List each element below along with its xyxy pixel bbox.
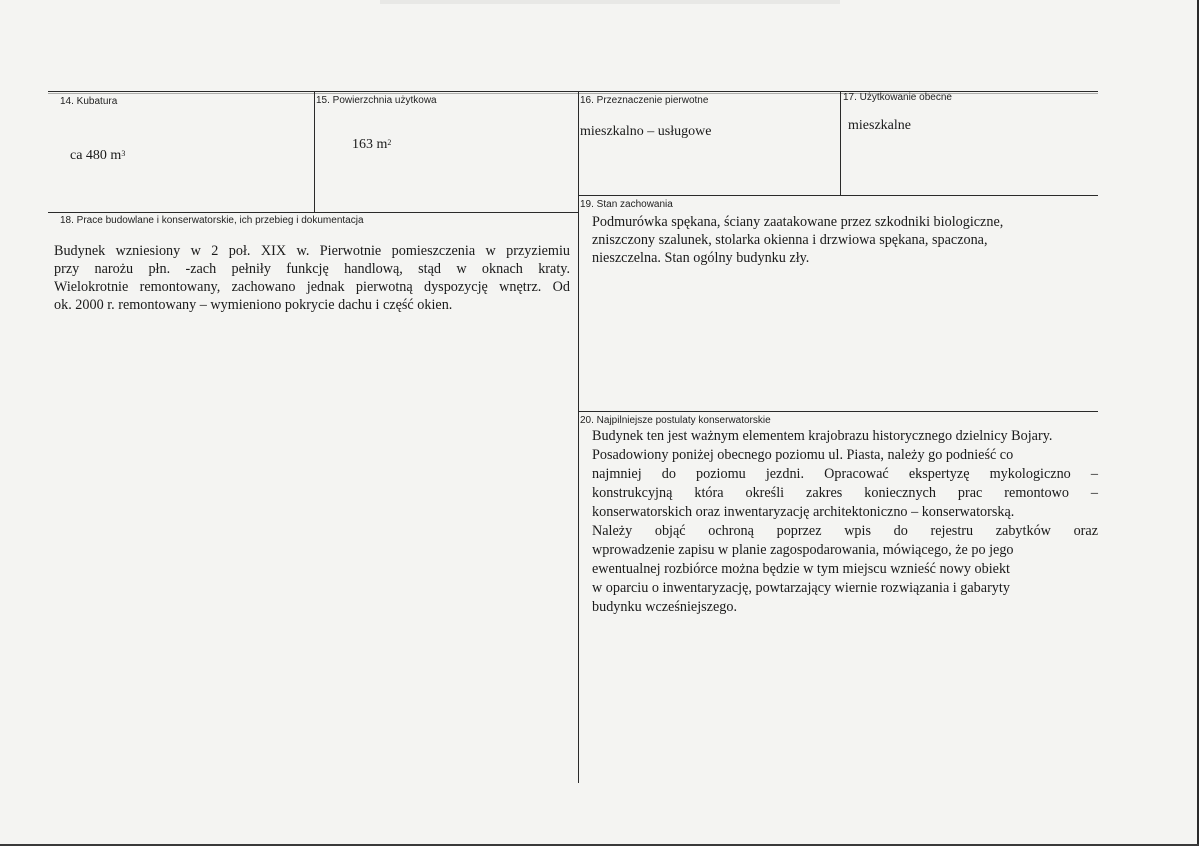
- field-20-line: Posadowiony poniżej obecnego poziomu ul. Piasta, należy go podnieść co: [592, 447, 1014, 463]
- scan-top-mark: [380, 0, 840, 4]
- rule-row3-right: [578, 411, 1098, 412]
- field-19-label: 19. Stan zachowania: [580, 199, 673, 210]
- field-19-line: Podmurówka spękana, ściany zaatakowane przez szkodniki biologiczne,: [592, 214, 1004, 230]
- field-19-text: [592, 213, 1092, 267]
- rule-row1-right: [578, 195, 1098, 196]
- field-20-line: wprowadzenie zapisu w planie zagospodarowania, mówiącego, że po jego: [592, 542, 1014, 558]
- divider-main: [578, 91, 579, 783]
- field-20-line: ewentualnej rozbiórce można będzie w tym miejscu wznieść nowy obiekt: [592, 561, 1010, 577]
- field-15-unit-exponent: 2: [387, 138, 392, 147]
- field-14-value-text: ca 480 m: [70, 148, 122, 163]
- field-19-line: zniszczony szalunek, stolarka okienna i drzwiowa spękana, spaczona,: [592, 232, 988, 248]
- field-20-line: budynku wcześniejszego.: [592, 599, 737, 615]
- field-17-label: 17. Użytkowanie obecne: [843, 92, 952, 103]
- field-19-line: nieszczelna. Stan ogólny budynku zły.: [592, 250, 810, 266]
- field-16-label: 16. Przeznaczenie pierwotne: [580, 95, 709, 106]
- divider-14-15: [314, 91, 315, 212]
- field-18-label: 18. Prace budowlane i konserwatorskie, ich przebieg i dokumentacja: [60, 215, 364, 226]
- field-16-value: mieszkalno – usługowe: [580, 124, 712, 139]
- field-17-value: mieszkalne: [848, 118, 911, 133]
- rule-row1-left: [48, 212, 578, 213]
- field-20-text: [592, 427, 1098, 617]
- field-14-label: 14. Kubatura: [60, 96, 118, 107]
- field-14-value: [70, 148, 125, 164]
- field-20-line: Należy objąć ochroną poprzez wpis do rejestru zabytków oraz: [592, 523, 1098, 539]
- field-20-label: 20. Najpilniejsze postulaty konserwatorskie: [580, 415, 771, 426]
- field-14-unit-exponent: 3: [121, 149, 126, 158]
- divider-16-17: [840, 91, 841, 195]
- field-20-line: najmniej do poziomu jezdni. Opracować ekspertyzę mykologiczno –: [592, 466, 1098, 482]
- field-18-line: Wielokrotnie remontowany, zachowano jednak pierwotną dyspozycję wnętrz. Od: [54, 279, 570, 295]
- field-20-line: konstrukcyjną która określi zakres koniecznych prac remontowo –: [592, 485, 1098, 501]
- field-20-line: konserwatorskich oraz inwentaryzację architektoniczno – konserwatorską.: [592, 504, 1015, 520]
- field-20-line: Budynek ten jest ważnym elementem krajobrazu historycznego dzielnicy Bojary.: [592, 428, 1053, 444]
- field-18-line: ok. 2000 r. remontowany – wymieniono pokrycie dachu i część okien.: [54, 297, 453, 313]
- field-18-line: przy narożu płn. -zach pełniły funkcję handlową, stąd w oknach kraty.: [54, 261, 570, 277]
- field-18-text: [54, 242, 570, 314]
- field-15-value: [352, 137, 391, 153]
- field-15-value-text: 163 m: [352, 137, 388, 152]
- field-15-label: 15. Powierzchnia użytkowa: [316, 95, 437, 106]
- field-20-line: w oparciu o inwentaryzację, powtarzający wiernie rozwiązania i gabaryty: [592, 580, 1010, 596]
- field-18-line: Budynek wzniesiony w 2 poł. XIX w. Pierwotnie pomieszczenia w przyziemiu: [54, 243, 570, 259]
